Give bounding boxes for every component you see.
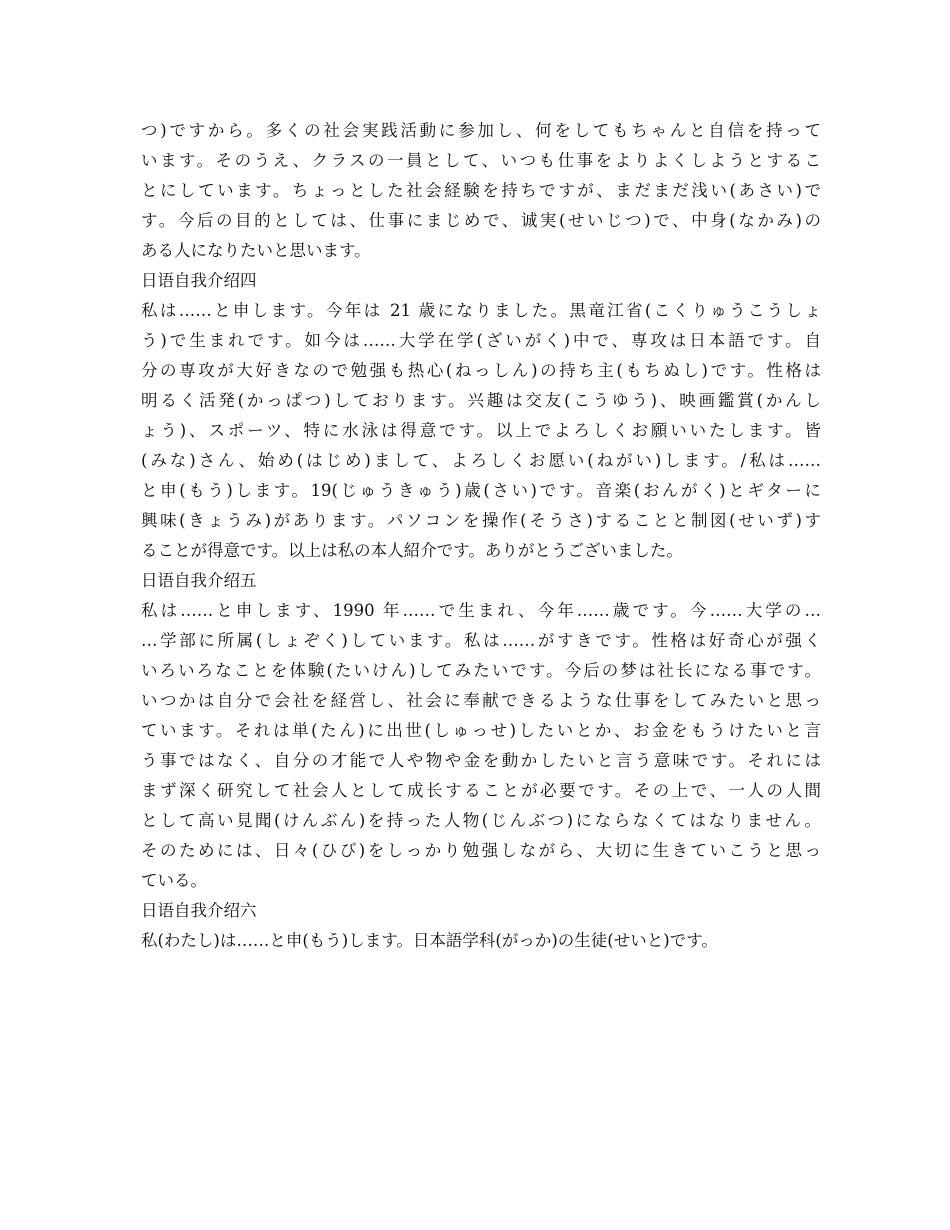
document-body [141,116,821,956]
text-line: そのためには、日々(ひび)をしっかり勉强しながら、大切に生きていこうと思っ [141,841,821,860]
text-line: う事ではなく、自分の才能で人や物や金を動かしたいと言う意味です。それには [141,751,821,770]
text-line: 私(わたし)は……と申(もう)します。日本語学科(がっか)の生徒(せいと)です。 [141,931,718,950]
text-line: ある人になりたいと思います。 [141,241,371,260]
text-line: ている。 [141,871,207,890]
section-heading: 日语自我介绍六 [141,901,257,920]
text-line: 分の専攻が大好きなので勉强も热心(ねっしん)の持ち主(もちぬし)です。性格は [141,361,821,380]
text-line: ることが得意です。以上は私の本人紹介です。ありがとうございました。 [141,541,683,560]
section-heading: 日语自我介绍五 [141,571,257,590]
text-line: まず深く研究して社会人として成长することが必要です。その上で、一人の人間 [141,781,821,800]
text-line: 私は……と申します。今年は 21 歳になりました。黒竜江省(こくりゅうこうしょ [141,301,821,320]
text-line: 私は……と申します、1990 年……で生まれ、今年……歳です。今……大学の… [141,601,821,620]
text-line: いつかは自分で会社を経営し、社会に奉献できるような仕事をしてみたいと思っ [141,691,821,710]
text-line: ています。それは単(たん)に出世(しゅっせ)したいとか、お金をもうけたいと言 [141,721,821,740]
text-line: …学部に所属(しょぞく)しています。私は……がすきです。性格は好奇心が强く [141,631,821,650]
text-line: いろいろなことを体験(たいけん)してみたいです。今后の梦は社长になる事です。 [141,661,821,680]
text-line: 興味(きょうみ)があります。パソコンを操作(そうさ)することと制図(せいず)す [141,511,821,530]
text-line: つ)ですから。多くの社会実践活動に参加し、何をしてもちゃんと自信を持って [141,121,821,140]
text-line: う)で生まれです。如今は……大学在学(ざいがく)中で、専攻は日本語です。自 [141,331,821,350]
text-line: す。今后の目的としては、仕事にまじめで、诚実(せいじつ)で、中身(なかみ)の [141,211,821,230]
text-line: 明るく活発(かっぱつ)しております。兴趣は交友(こうゆう)、映画鑑賞(かんし [141,391,821,410]
text-line: とにしています。ちょっとした社会経験を持ちですが、まだまだ浅い(あさい)で [141,181,821,200]
text-line: ょう)、スポーツ、特に水泳は得意です。以上でよろしくお願いいたします。皆 [141,421,821,440]
text-line: (みな)さん、始め(はじめ)まして、よろしくお愿い(ねがい)します。/私は…… [141,451,821,470]
section-heading: 日语自我介绍四 [141,271,257,290]
text-line: として高い見聞(けんぶん)を持った人物(じんぶつ)にならなくてはなりません。 [141,811,821,830]
text-line: います。そのうえ、クラスの一員として、いつも仕事をよりよくしようとするこ [141,151,821,170]
text-line: と申(もう)します。19(じゅうきゅう)歳(さい)です。音楽(おんがく)とギターに [141,481,821,500]
